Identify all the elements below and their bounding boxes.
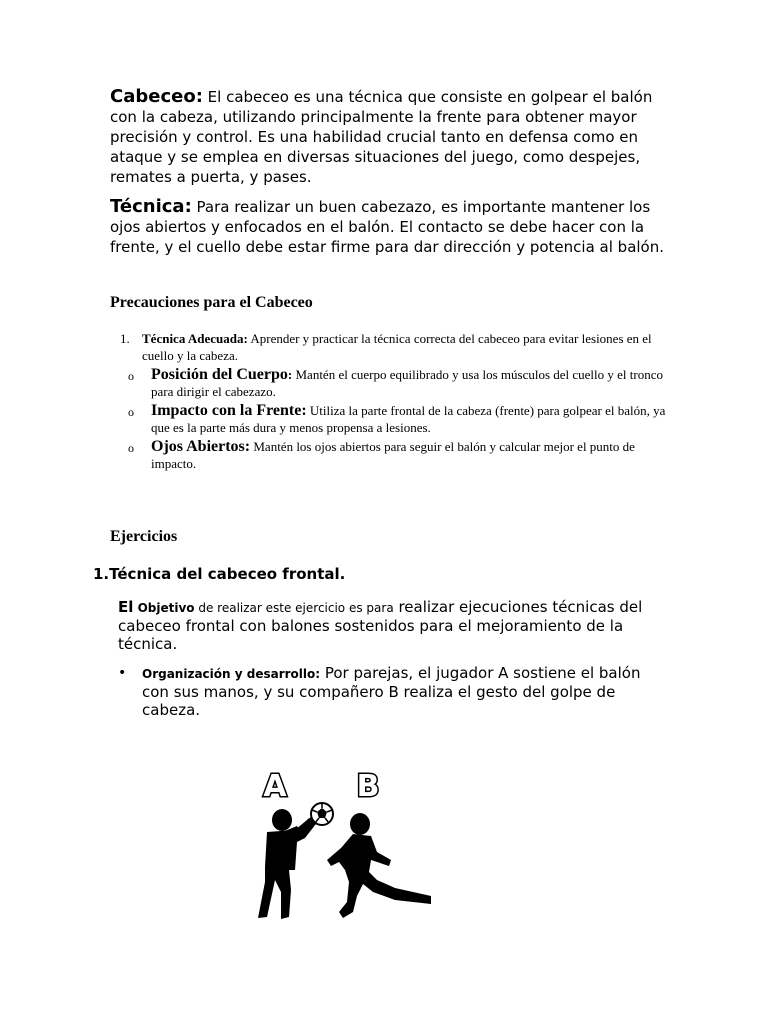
objetivo-small-text: de realizar este ejercicio es para [194, 601, 394, 615]
precaucion-sep: : [287, 367, 293, 382]
cabeceo-paragraph [110, 87, 670, 187]
precaucion-text: Mantén el cuerpo equilibrado y usa los músculos del cuello y el tronco para dirigir el cabezazo. [151, 367, 664, 399]
organizacion-label: Organización y desarrollo: [142, 667, 321, 681]
cabeceo-text: El cabeceo es una técnica que consiste en golpear el balón con la cabeza, utilizando principalmente la frente para obtener mayor precisión y control. Es una habilidad crucial tanto en defensa como en ataque y se emplea en diversas situaciones del juego, como despejes, remates a puerta, y pases. [110, 88, 653, 186]
objetivo-paragraph [118, 598, 658, 653]
player-a-label: A [263, 769, 287, 804]
precaucion-label: Técnica Adecuada: [142, 331, 248, 346]
objetivo-text: realizar ejecuciones técnicas del cabeceo frontal con balones sostenidos para el mejoramiento de la técnica. [118, 598, 643, 653]
tecnica-text: Para realizar un buen cabezazo, es importante mantener los ojos abiertos y enfocados en el balón. El contacto se debe hacer con la frente, y el cuello debe estar firme para dar dirección y potencia al balón. [110, 198, 665, 256]
precaucion-label: Impacto con la Frente: [151, 402, 307, 419]
ball-icon [311, 803, 333, 825]
precaucion-item-tecnica [120, 330, 660, 364]
precauciones-heading: Precauciones para el Cabeceo [110, 294, 313, 311]
bullet-marker: o [128, 441, 134, 455]
tecnica-paragraph [110, 197, 670, 257]
organizacion-text: Por parejas, el jugador A sostiene el balón con sus manos, y su compañero B realiza el gesto del golpe de cabeza. [142, 664, 641, 719]
precaucion-text: Utiliza la parte frontal de la cabeza (frente) para golpear el balón, ya que es la parte más dura y menos propensa a lesiones. [151, 403, 666, 435]
organizacion-item [118, 664, 658, 719]
tecnica-label: Técnica: [110, 196, 192, 217]
ejercicios-heading: Ejercicios [110, 528, 178, 545]
bullet-marker: o [128, 369, 134, 383]
precaucion-text: Mantén los ojos abiertos para seguir el balón y calcular mejor el punto de impacto. [151, 439, 635, 471]
precaucion-label: Ojos Abiertos: [151, 438, 251, 455]
precaucion-text: Aprender y practicar la técnica correcta del cabeceo para evitar lesiones en el cuello y la cabeza. [142, 331, 652, 363]
precaucion-item-ojos [128, 438, 668, 472]
precaucion-label: Posición del Cuerpo [151, 366, 288, 383]
objetivo-label: Objetivo [133, 601, 195, 615]
player-b-silhouette [327, 813, 431, 918]
bullet-marker: • [118, 665, 127, 681]
player-a-silhouette [258, 809, 319, 919]
list-number: 1. [120, 331, 130, 346]
precaucion-item-impacto [128, 402, 668, 436]
objetivo-el: El [118, 598, 134, 616]
player-b-label: B [356, 769, 380, 804]
bullet-marker: o [128, 405, 134, 419]
heading-drill-illustration [245, 762, 445, 927]
ejercicio-title: 1.Técnica del cabeceo frontal. [93, 565, 346, 583]
precaucion-item-posicion [128, 366, 668, 400]
players-silhouette-image [245, 762, 445, 927]
cabeceo-label: Cabeceo: [110, 86, 203, 107]
